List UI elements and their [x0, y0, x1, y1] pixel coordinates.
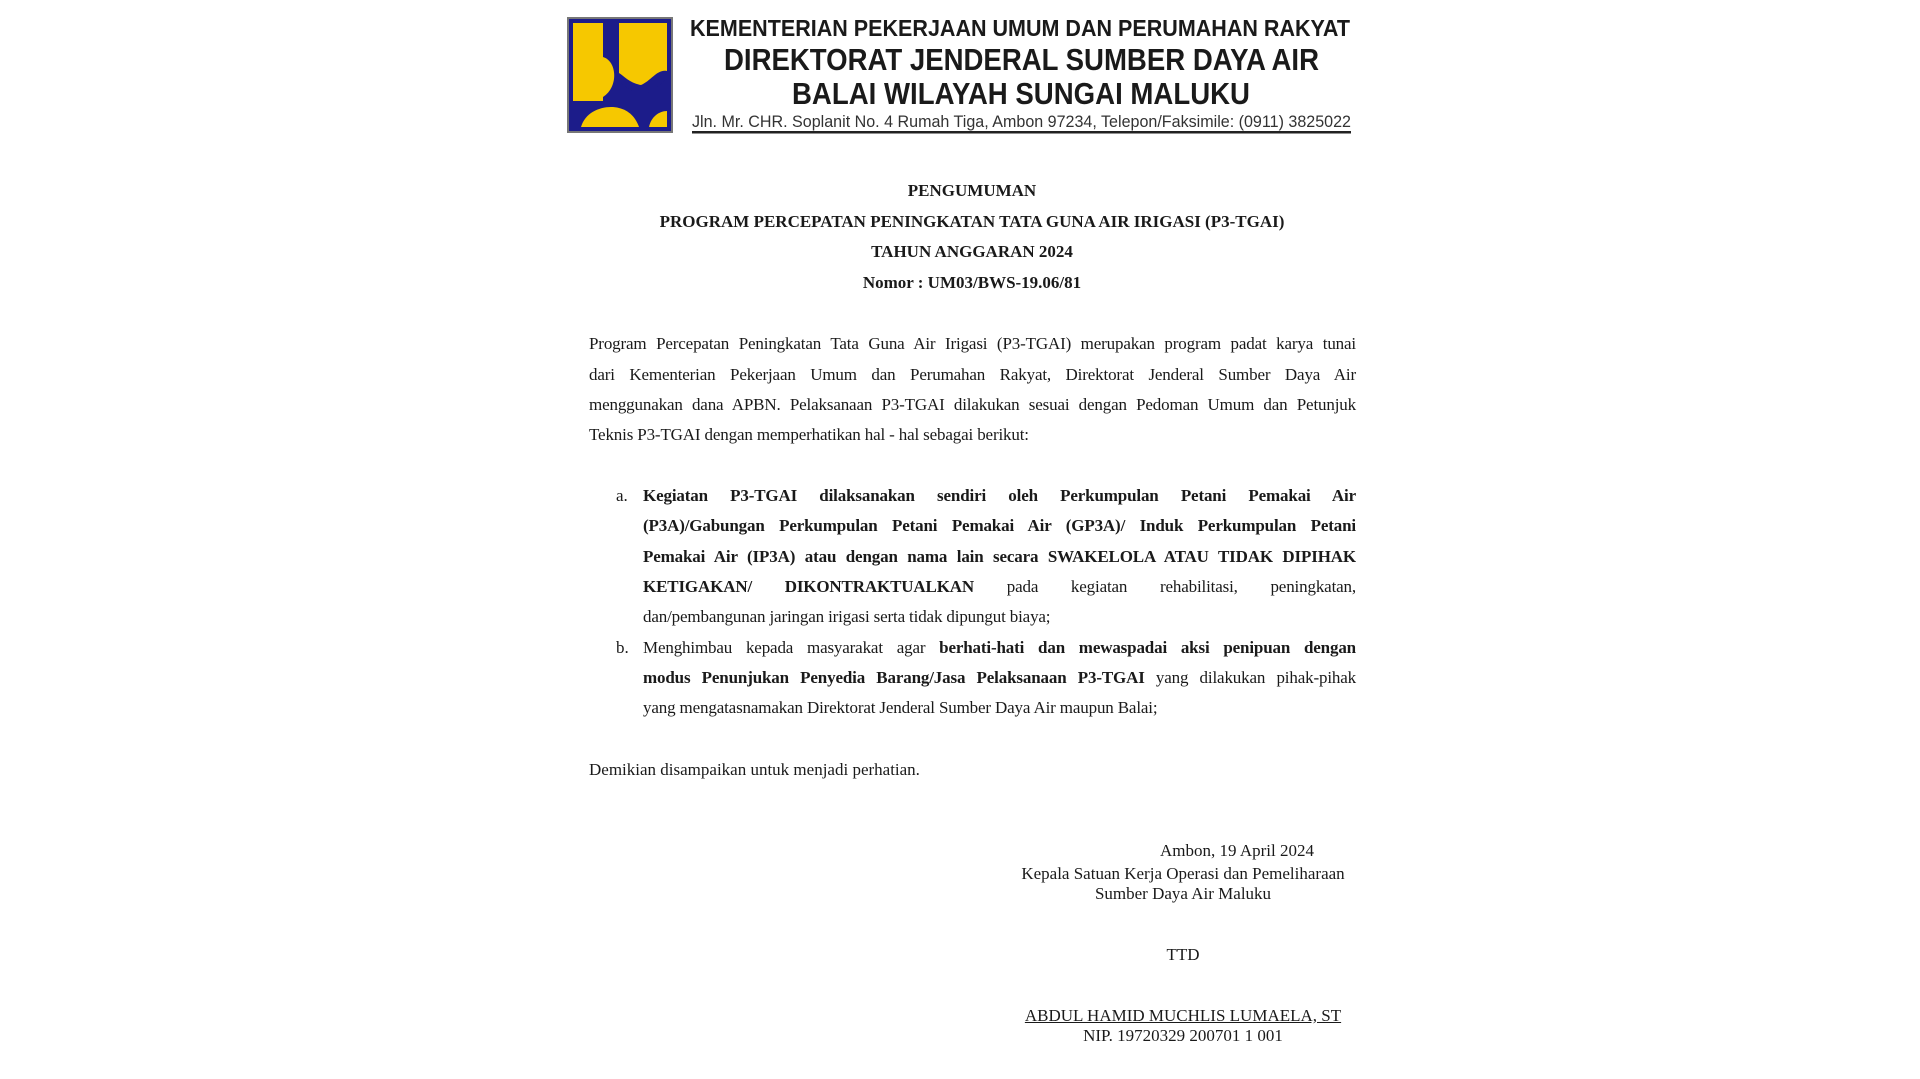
paragraph-line: Teknis P3-TGAI dengan memperhatikan hal - hal sebagai berikut: [589, 425, 1029, 444]
directorate-name: DIREKTORAT JENDERAL SUMBER DAYA AIR [724, 42, 1319, 77]
ministry-logo [567, 17, 673, 133]
bold-text: modus Penunjukan Penyedia Barang/Jasa Pelaksanaan P3-TGAI [643, 667, 1145, 687]
item-label: a. [616, 486, 628, 505]
document-number: Nomor : UM03/BWS-19.06/81 [862, 273, 1082, 292]
bold-text: KETIGAKAN/ DIKONTRAKTUALKAN [643, 576, 975, 596]
item-line [643, 698, 1356, 718]
budget-year: TAHUN ANGGARAN 2024 [871, 242, 1073, 261]
text: Menghimbau kepada masyarakat agar [643, 637, 940, 657]
text: yang mengatasnamakan Direktorat Jenderal Sumber Daya Air maupun Balai; [643, 698, 1158, 718]
bold-text: (P3A)/Gabungan Perkumpulan Petani Pemakai Air (GP3A)/ Induk Perkumpulan Petani [643, 516, 1356, 536]
item-line [643, 638, 1356, 658]
paragraph-line: dari Kementerian Pekerjaan Umum dan Perumahan Rakyat, Direktorat Jenderal Sumber Daya Air [589, 365, 1356, 384]
item-line [643, 486, 1356, 506]
place-date: Ambon, 19 April 2024 [1160, 841, 1314, 860]
office-address: Jln. Mr. CHR. Soplanit No. 4 Rumah Tiga, Ambon 97234, Telepon/Faksimile: (0911) 3825022 [692, 112, 1351, 131]
item-line [643, 607, 1356, 627]
signature-mark: TTD [1166, 945, 1200, 964]
item-line [643, 577, 1356, 597]
bold-text: Pemakai Air (IP3A) atau dengan nama lain secara SWAKELOLA ATAU TIDAK DIPIHAK [643, 546, 1356, 566]
letterhead [680, 0, 1360, 140]
bold-text: berhati-hati dan mewaspadai aksi penipuan dengan [939, 637, 1356, 657]
item-line [643, 668, 1356, 688]
program-title: PROGRAM PERCEPATAN PENINGKATAN TATA GUNA AIR IRIGASI (P3-TGAI) [659, 212, 1285, 231]
signatory-position: Kepala Satuan Kerja Operasi dan Pemeliharaan [1021, 864, 1345, 883]
announcement-type: PENGUMUMAN [907, 181, 1037, 200]
item-label: b. [616, 637, 629, 657]
signatory-name: ABDUL HAMID MUCHLIS LUMAELA, ST [1024, 1006, 1342, 1025]
paragraph-line: menggunakan dana APBN. Pelaksanaan P3-TGAI dilakukan sesuai dengan Pedoman Umum dan Petunjuk [589, 395, 1356, 414]
signatory-nip: NIP. 19720329 200701 1 001 [1083, 1026, 1283, 1045]
bold-text: Kegiatan P3-TGAI dilaksanakan sendiri oleh Perkumpulan Petani Pemakai Air [643, 486, 1356, 505]
item-line [643, 547, 1356, 567]
paragraph-line: Program Percepatan Peningkatan Tata Guna Air Irigasi (P3-TGAI) merupakan program padat karya tunai [589, 334, 1356, 353]
text: pada kegiatan rehabilitasi, peningkatan, [974, 576, 1356, 596]
signatory-unit: Sumber Daya Air Maluku [1094, 884, 1272, 903]
office-name: BALAI WILAYAH SUNGAI MALUKU [792, 76, 1250, 111]
letterhead-divider [692, 131, 1351, 134]
closing-statement: Demikian disampaikan untuk menjadi perhatian. [589, 760, 920, 779]
text: dan/pembangunan jaringan irigasi serta tidak dipungut biaya; [643, 607, 1051, 627]
ministry-name: KEMENTERIAN PEKERJAAN UMUM DAN PERUMAHAN RAKYAT [690, 15, 1350, 41]
text: yang dilakukan pihak-pihak [1144, 667, 1357, 687]
item-line [643, 516, 1356, 536]
